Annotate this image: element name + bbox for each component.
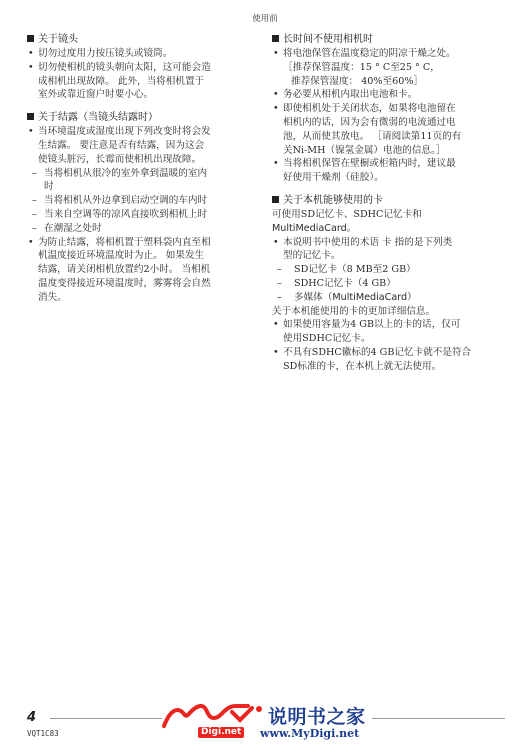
storage-bullet-4: • 当将相机保管在壁橱或柜箱内时，建议最 好使用干燥剂（硅胶）。: [272, 157, 502, 185]
page-header: 使用前: [252, 14, 278, 24]
page-number: 4: [27, 710, 37, 725]
condensation-dash-2: – 当将相机从外边拿到启动空调的车内时: [27, 194, 252, 208]
lens-bullet-2: • 切勿使相机的镜头朝向太阳，这可能会造 成相机出现故障。 此外，当将相机置于 室外或靠近窗户时要小心。: [27, 61, 252, 102]
condensation-dash-1: – 当将相机从很冷的室外拿到温暖的室内 时: [27, 167, 252, 195]
section-heading: 关于本机能够使用的卡: [272, 194, 502, 207]
logo-url[interactable]: www.MyDigi.net: [260, 727, 360, 740]
site-logo[interactable]: [160, 700, 375, 746]
cards-bullet-2: • 如果使用容量为4 GB以上的卡的话，仅可 使用SDHC记忆卡。: [272, 318, 502, 346]
condensation-dash-3: – 当来自空调等的凉风直接吹到相机上时: [27, 208, 252, 222]
condensation-bullet-1: • 当环境温度或湿度出现下列改变时将会发 生结露。 要注意是否有结露，因为这会 使镜头脏污，长霉而使相机出现故障。: [27, 125, 252, 166]
right-column: [272, 33, 502, 383]
left-column: [27, 33, 252, 314]
footer-divider: [50, 718, 162, 719]
footer-divider: [372, 718, 505, 719]
document-code: VQT1C83: [27, 729, 59, 738]
cards-dash-3: – 多媒体（MultiMediaCard）: [272, 291, 502, 305]
square-bullet-icon: [27, 35, 34, 42]
logo-brand: Digi.net: [198, 727, 244, 738]
condensation-dash-4: – 在潮湿之处时: [27, 222, 252, 236]
section-heading: 关于镜头: [27, 33, 252, 46]
storage-bullet-2: • 务必要从相机内取出电池和卡。: [272, 88, 502, 102]
storage-bullet-1: • 将电池保管在温度稳定的阴凉干燥之处。 ［推荐保管温度：15 ° C至25 ° C， 推荐保管湿度： 40%至60%］: [272, 47, 502, 88]
storage-bullet-3: • 即使相机处于关闭状态，如果将电池留在 相机内的话，因为会有微弱的电流通过电 池，从而使其放电。 ［请阅读第11页的有 关Ni-MH（镍氢金属）电池的信息。］: [272, 102, 502, 157]
condensation-bullet-2: • 为防止结露，将相机置于塑料袋内直至相 机温度接近环境温度时为止。 如果发生 结露，请关闭相机放置约2小时。 当相机 温度变得接近环境温度时，雾雾将会自然 消失。: [27, 236, 252, 305]
cards-bullet-1: • 本说明书中使用的术语 卡 指的是下列类 型的记忆卡。: [272, 236, 502, 264]
cards-section: [272, 194, 502, 374]
square-bullet-icon: [27, 113, 34, 120]
cards-note: 关于本机能使用的卡的更加详细信息。: [272, 305, 436, 317]
my-logo-icon: [160, 700, 265, 730]
section-heading: 关于结露（当镜头结露时）: [27, 111, 252, 124]
square-bullet-icon: [272, 196, 279, 203]
square-bullet-icon: [272, 35, 279, 42]
cards-bullet-3: • 不具有SDHC徽标的4 GB记忆卡就不是符合 SD标准的卡，在本机上就无法使用。: [272, 346, 502, 374]
section-heading: 长时间不使用相机时: [272, 33, 502, 46]
logo-title: 说明书之家: [268, 706, 366, 728]
cards-dash-1: – SD记忆卡（8 MB至2 GB）: [272, 263, 502, 277]
lens-section: [27, 33, 252, 102]
condensation-section: [27, 111, 252, 304]
lens-bullet-1: • 切勿过度用力按压镜头或镜筒。: [27, 47, 252, 61]
cards-dash-2: – SDHC记忆卡（4 GB）: [272, 277, 502, 291]
cards-intro: 可使用SD记忆卡、SDHC记忆卡和 MultiMediaCard。: [272, 208, 422, 234]
storage-section: [272, 33, 502, 185]
